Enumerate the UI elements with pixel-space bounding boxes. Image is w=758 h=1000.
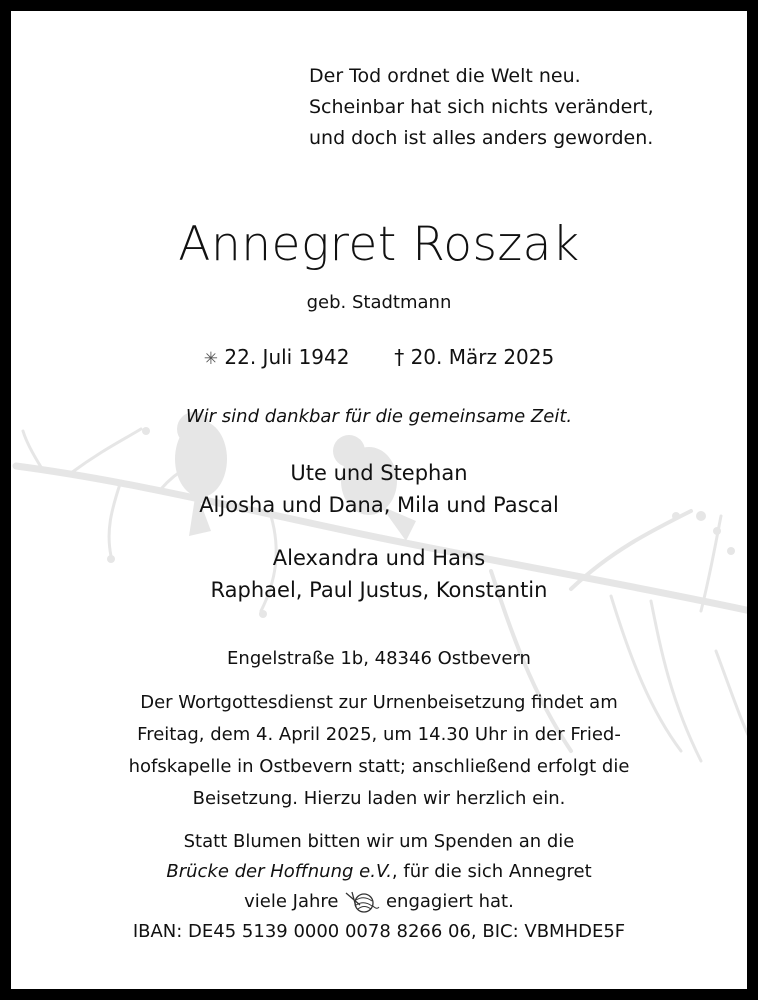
family-group — [11, 542, 747, 606]
quote-line: und doch ist alles anders geworden. — [309, 127, 654, 149]
birth-star-icon: ✳ — [203, 349, 219, 369]
death-cross-icon: † — [394, 345, 405, 369]
service-line: Freitag, dem 4. April 2025, um 14.30 Uhr in der Fried- — [137, 724, 621, 745]
quote-line: Der Tod ordnet die Welt neu. — [309, 65, 581, 87]
deceased-name: Annegret Roszak — [178, 217, 580, 272]
service-line: Der Wortgottesdienst zur Urnenbeisetzung findet am — [140, 692, 618, 713]
charity-name: Brücke der Hoffnung e.V. — [166, 861, 392, 882]
maiden-name: geb. Stadtmann — [306, 292, 452, 313]
thanks-line: Wir sind dankbar für die gemeinsame Zeit. — [185, 406, 573, 427]
family-line: Alexandra und Hans — [272, 546, 486, 570]
life-dates — [11, 345, 747, 369]
bank-details: IBAN: DE45 5139 0000 0078 8266 06, BIC: VBMHDE5F — [132, 921, 626, 942]
death-date: 20. März 2025 — [410, 345, 555, 369]
quote-line: Scheinbar hat sich nichts verändert, — [309, 96, 654, 118]
quote-block — [309, 61, 654, 154]
donation-line: Brücke der Hoffnung e.V., für die sich Annegret — [166, 861, 592, 882]
donation-line: Statt Blumen bitten wir um Spenden an die — [183, 831, 575, 852]
address: Engelstraße 1b, 48346 Ostbevern — [227, 648, 531, 669]
service-text — [11, 687, 747, 815]
yarn-ball-icon — [344, 891, 380, 913]
donation-line: viele Jahre engagiert hat. — [244, 891, 514, 912]
donation-text — [11, 827, 747, 947]
family-line: Ute und Stephan — [290, 461, 468, 485]
family-line: Aljosha und Dana, Mila und Pascal — [199, 493, 559, 517]
birth-date: 22. Juli 1942 — [224, 345, 350, 369]
service-line: hofskapelle in Ostbevern statt; anschließend erfolgt die — [128, 756, 630, 777]
service-line: Beisetzung. Hierzu laden wir herzlich ein. — [192, 788, 566, 809]
family-group — [11, 457, 747, 521]
family-line: Raphael, Paul Justus, Konstantin — [210, 578, 548, 602]
